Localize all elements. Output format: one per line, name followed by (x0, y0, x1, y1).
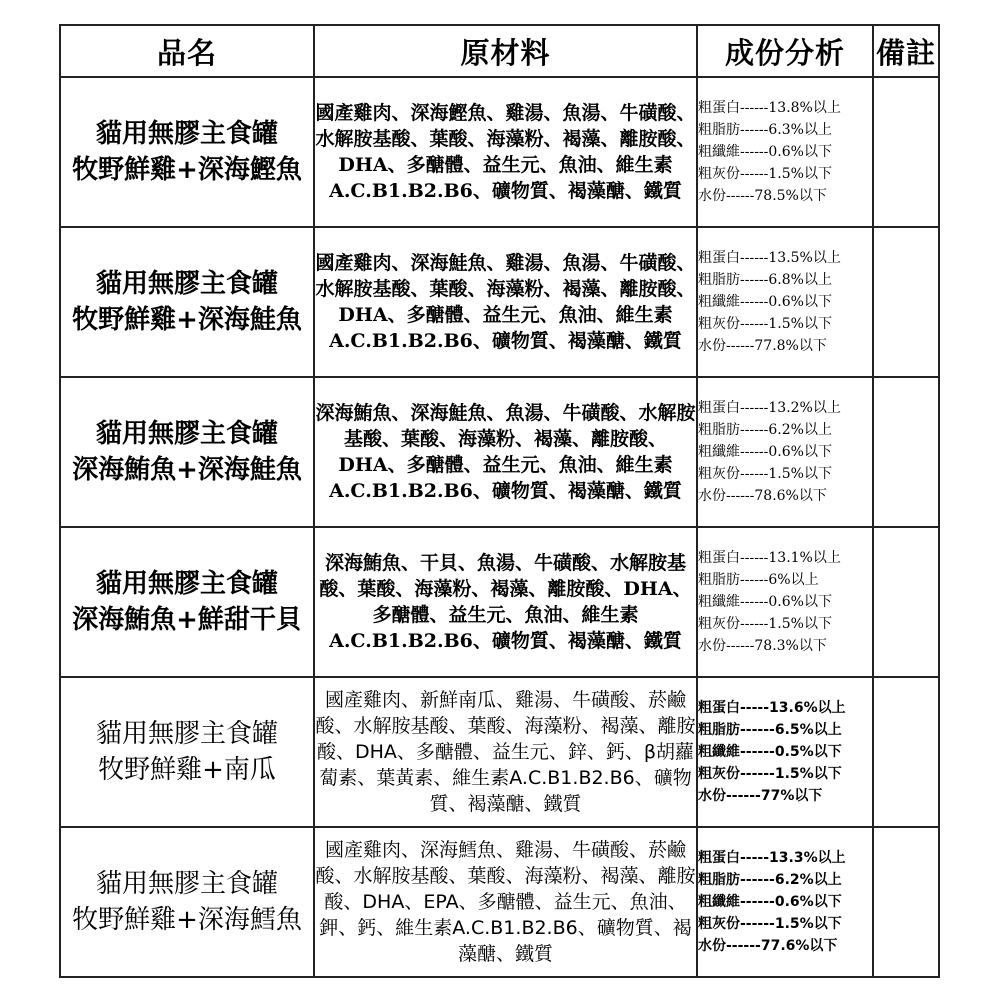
product-name-line2: 牧野鮮雞+深海鰹魚 (72, 155, 302, 185)
analysis-fat: 粗脂肪------6.3%以上 (698, 122, 832, 138)
analysis-moisture: 水份------77%以下 (698, 788, 823, 804)
ingredients-cell: 國產雞肉、深海鰹魚、雞湯、魚湯、牛磺酸、水解胺基酸、葉酸、海藻粉、褐藻、離胺酸、DHA、多醣體、益生元、魚油、維生素A.C.B1.B2.B6、礦物質、褐藻醣、鐵質 (314, 77, 697, 227)
analysis-fiber: 粗纖維------0.6%以下 (698, 444, 832, 460)
header-row (60, 25, 939, 77)
header-ingredients: 原材料 (314, 25, 697, 77)
product-name-line2: 深海鮪魚+鮮甜干貝 (72, 605, 302, 635)
analysis-protein: 粗蛋白-----13.3%以上 (698, 850, 846, 866)
ingredients-cell: 深海鮪魚、干貝、魚湯、牛磺酸、水解胺基酸、葉酸、海藻粉、褐藻、離胺酸、DHA、多醣體、益生元、魚油、維生素A.C.B1.B2.B6、礦物質、褐藻醣、鐵質 (314, 527, 697, 677)
product-name-cell (60, 827, 314, 977)
product-name-line1: 貓用無膠主食罐 (95, 119, 278, 149)
product-name-line2: 牧野鮮雞+深海鮭魚 (72, 305, 302, 335)
note-cell (873, 377, 939, 527)
note-cell (873, 827, 939, 977)
note-cell (873, 677, 939, 827)
analysis-fat: 粗脂肪------6.2%以上 (698, 872, 842, 888)
product-name-line1: 貓用無膠主食罐 (95, 719, 278, 749)
analysis-cell (697, 77, 873, 227)
note-cell (873, 227, 939, 377)
note-cell (873, 77, 939, 227)
analysis-fat: 粗脂肪------6%以上 (698, 572, 819, 588)
analysis-fat: 粗脂肪------6.2%以上 (698, 422, 832, 438)
analysis-protein: 粗蛋白-----13.6%以上 (698, 700, 846, 716)
analysis-ash: 粗灰份------1.5%以下 (698, 166, 832, 182)
analysis-cell (697, 377, 873, 527)
analysis-moisture: 水份------78.5%以下 (698, 188, 827, 204)
analysis-moisture: 水份------77.8%以下 (698, 338, 827, 354)
analysis-fat: 粗脂肪------6.8%以上 (698, 272, 832, 288)
analysis-fat: 粗脂肪------6.5%以上 (698, 722, 842, 738)
analysis-ash: 粗灰份------1.5%以下 (698, 466, 832, 482)
product-name-line1: 貓用無膠主食罐 (95, 419, 278, 449)
ingredients-cell: 深海鮪魚、深海鮭魚、魚湯、牛磺酸、水解胺基酸、葉酸、海藻粉、褐藻、離胺酸、DHA、多醣體、益生元、魚油、維生素A.C.B1.B2.B6、礦物質、褐藻醣、鐵質 (314, 377, 697, 527)
analysis-cell (697, 677, 873, 827)
analysis-fiber: 粗纖維------0.6%以下 (698, 144, 832, 160)
product-spec-table (59, 24, 940, 978)
analysis-cell (697, 827, 873, 977)
analysis-moisture: 水份------78.3%以下 (698, 638, 827, 654)
product-name-line1: 貓用無膠主食罐 (95, 269, 278, 299)
product-name-line1: 貓用無膠主食罐 (95, 869, 278, 899)
product-name-cell (60, 527, 314, 677)
product-row (60, 377, 939, 527)
analysis-moisture: 水份------78.6%以下 (698, 488, 827, 504)
product-name-line2: 牧野鮮雞+南瓜 (98, 755, 276, 785)
product-name-line2: 牧野鮮雞+深海鱈魚 (72, 905, 302, 935)
analysis-fiber: 粗纖維------0.5%以下 (698, 744, 842, 760)
product-name-cell (60, 227, 314, 377)
product-row (60, 527, 939, 677)
analysis-ash: 粗灰份------1.5%以下 (698, 616, 832, 632)
analysis-protein: 粗蛋白------13.5%以上 (698, 250, 841, 266)
analysis-cell (697, 527, 873, 677)
ingredients-cell: 國產雞肉、深海鮭魚、雞湯、魚湯、牛磺酸、水解胺基酸、葉酸、海藻粉、褐藻、離胺酸、DHA、多醣體、益生元、魚油、維生素A.C.B1.B2.B6、礦物質、褐藻醣、鐵質 (314, 227, 697, 377)
analysis-moisture: 水份------77.6%以下 (698, 938, 838, 954)
ingredients-cell: 國產雞肉、深海鱈魚、雞湯、牛磺酸、菸鹼酸、水解胺基酸、葉酸、海藻粉、褐藻、離胺酸、DHA、EPA、多醣體、益生元、魚油、鉀、鈣、維生素A.C.B1.B2.B6、礦物質、褐藻醣、鐵質 (314, 827, 697, 977)
product-name-line2: 深海鮪魚+深海鮭魚 (72, 455, 302, 485)
product-name-line1: 貓用無膠主食罐 (95, 569, 278, 599)
ingredients-cell: 國產雞肉、新鮮南瓜、雞湯、牛磺酸、菸鹼酸、水解胺基酸、葉酸、海藻粉、褐藻、離胺酸、DHA、多醣體、益生元、鋅、鈣、β胡蘿蔔素、葉黃素、維生素A.C.B1.B2.B6、礦物質、褐藻醣、鐵質 (314, 677, 697, 827)
product-row (60, 827, 939, 977)
analysis-ash: 粗灰份------1.5%以下 (698, 316, 832, 332)
analysis-protein: 粗蛋白------13.1%以上 (698, 550, 841, 566)
analysis-ash: 粗灰份------1.5%以下 (698, 916, 842, 932)
product-row (60, 227, 939, 377)
analysis-protein: 粗蛋白------13.2%以上 (698, 400, 841, 416)
product-row (60, 77, 939, 227)
product-name-cell (60, 377, 314, 527)
product-row (60, 677, 939, 827)
note-cell (873, 527, 939, 677)
header-name: 品名 (60, 25, 314, 77)
product-name-cell (60, 677, 314, 827)
analysis-fiber: 粗纖維------0.6%以下 (698, 894, 842, 910)
product-name-cell (60, 77, 314, 227)
header-analysis: 成份分析 (697, 25, 873, 77)
analysis-protein: 粗蛋白------13.8%以上 (698, 100, 841, 116)
analysis-cell (697, 227, 873, 377)
analysis-fiber: 粗纖維------0.6%以下 (698, 594, 832, 610)
header-note: 備註 (873, 25, 939, 77)
analysis-fiber: 粗纖維------0.6%以下 (698, 294, 832, 310)
analysis-ash: 粗灰份------1.5%以下 (698, 766, 842, 782)
